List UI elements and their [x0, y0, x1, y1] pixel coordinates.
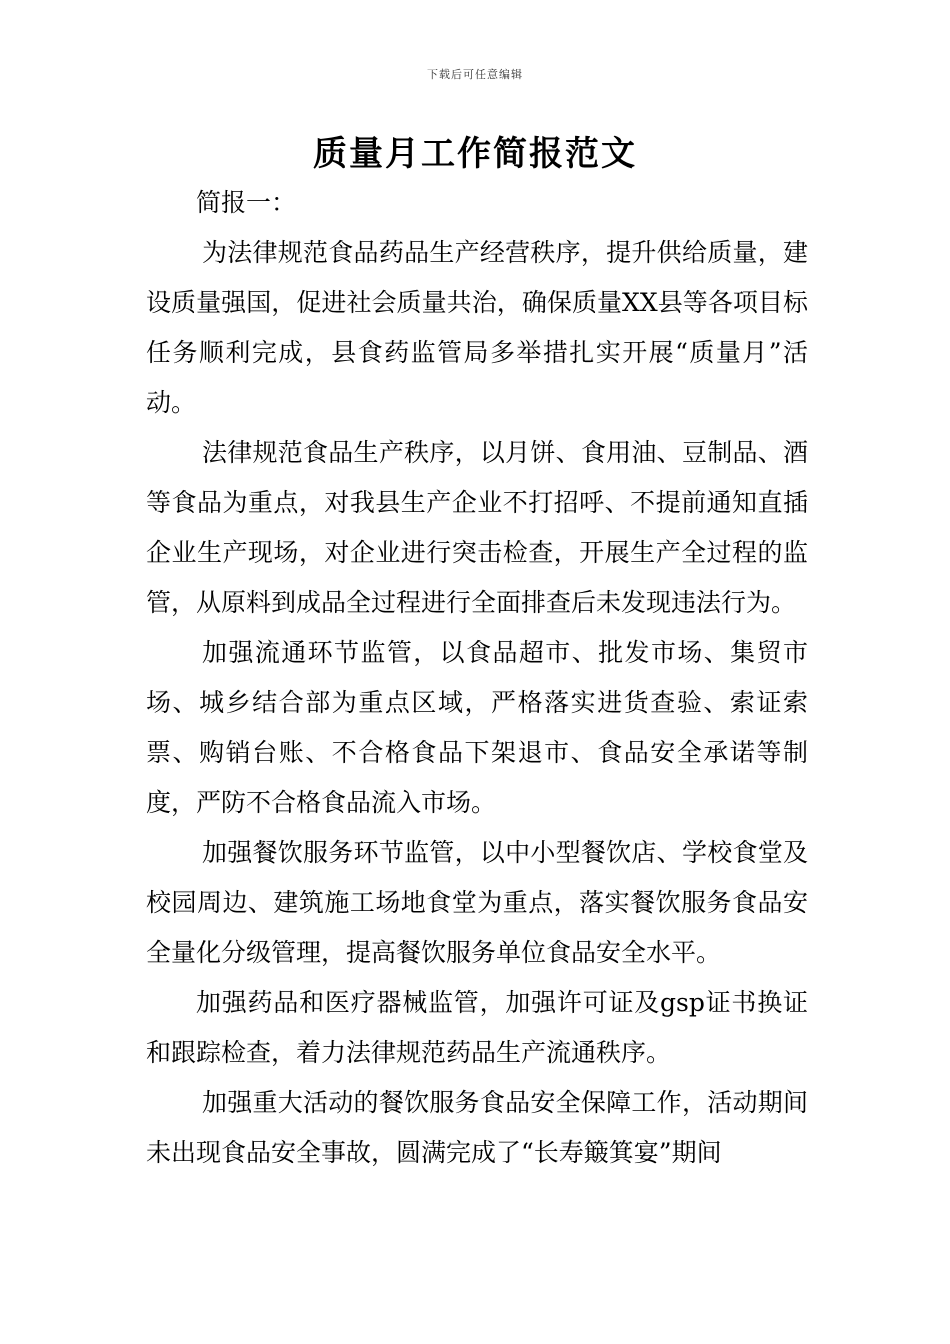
paragraph: 加强药品和医疗器械监管，加强许可证及gsp证书换证和跟踪检查，着力法律规范药品生产流通秩序。 — [146, 988, 808, 1067]
paragraph: 加强重大活动的餐饮服务食品安全保障工作，活动期间未出现食品安全事故，圆满完成了“长寿簸箕宴”期间 — [146, 1088, 808, 1167]
document-body — [146, 178, 808, 1178]
header-note: 下载后可任意编辑 — [427, 68, 523, 81]
paragraph: 加强流通环节监管，以食品超市、批发市场、集贸市场、城乡结合部为重点区域，严格落实进货查验、索证索票、购销台账、不合格食品下架退市、食品安全承诺等制度，严防不合格食品流入市场。 — [146, 638, 808, 817]
paragraph: 加强餐饮服务环节监管，以中小型餐饮店、学校食堂及校园周边、建筑施工场地食堂为重点，落实餐饮服务食品安全量化分级管理，提高餐饮服务单位食品安全水平。 — [146, 838, 808, 967]
paragraph: 法律规范食品生产秩序，以月饼、食用油、豆制品、酒等食品为重点，对我县生产企业不打招呼、不提前通知直插企业生产现场，对企业进行突击检查，开展生产全过程的监管，从原料到成品全过程进行全面排查后未发现违法行为。 — [146, 438, 808, 617]
document-title: 质量月工作简报范文 — [313, 134, 637, 174]
subheading: 简报一： — [196, 188, 297, 217]
paragraph: 为法律规范食品药品生产经营秩序，提升供给质量，建设质量强国，促进社会质量共治，确保质量XX县等各项目标任务顺利完成，县食药监管局多举措扎实开展“质量月”活动。 — [146, 238, 808, 417]
